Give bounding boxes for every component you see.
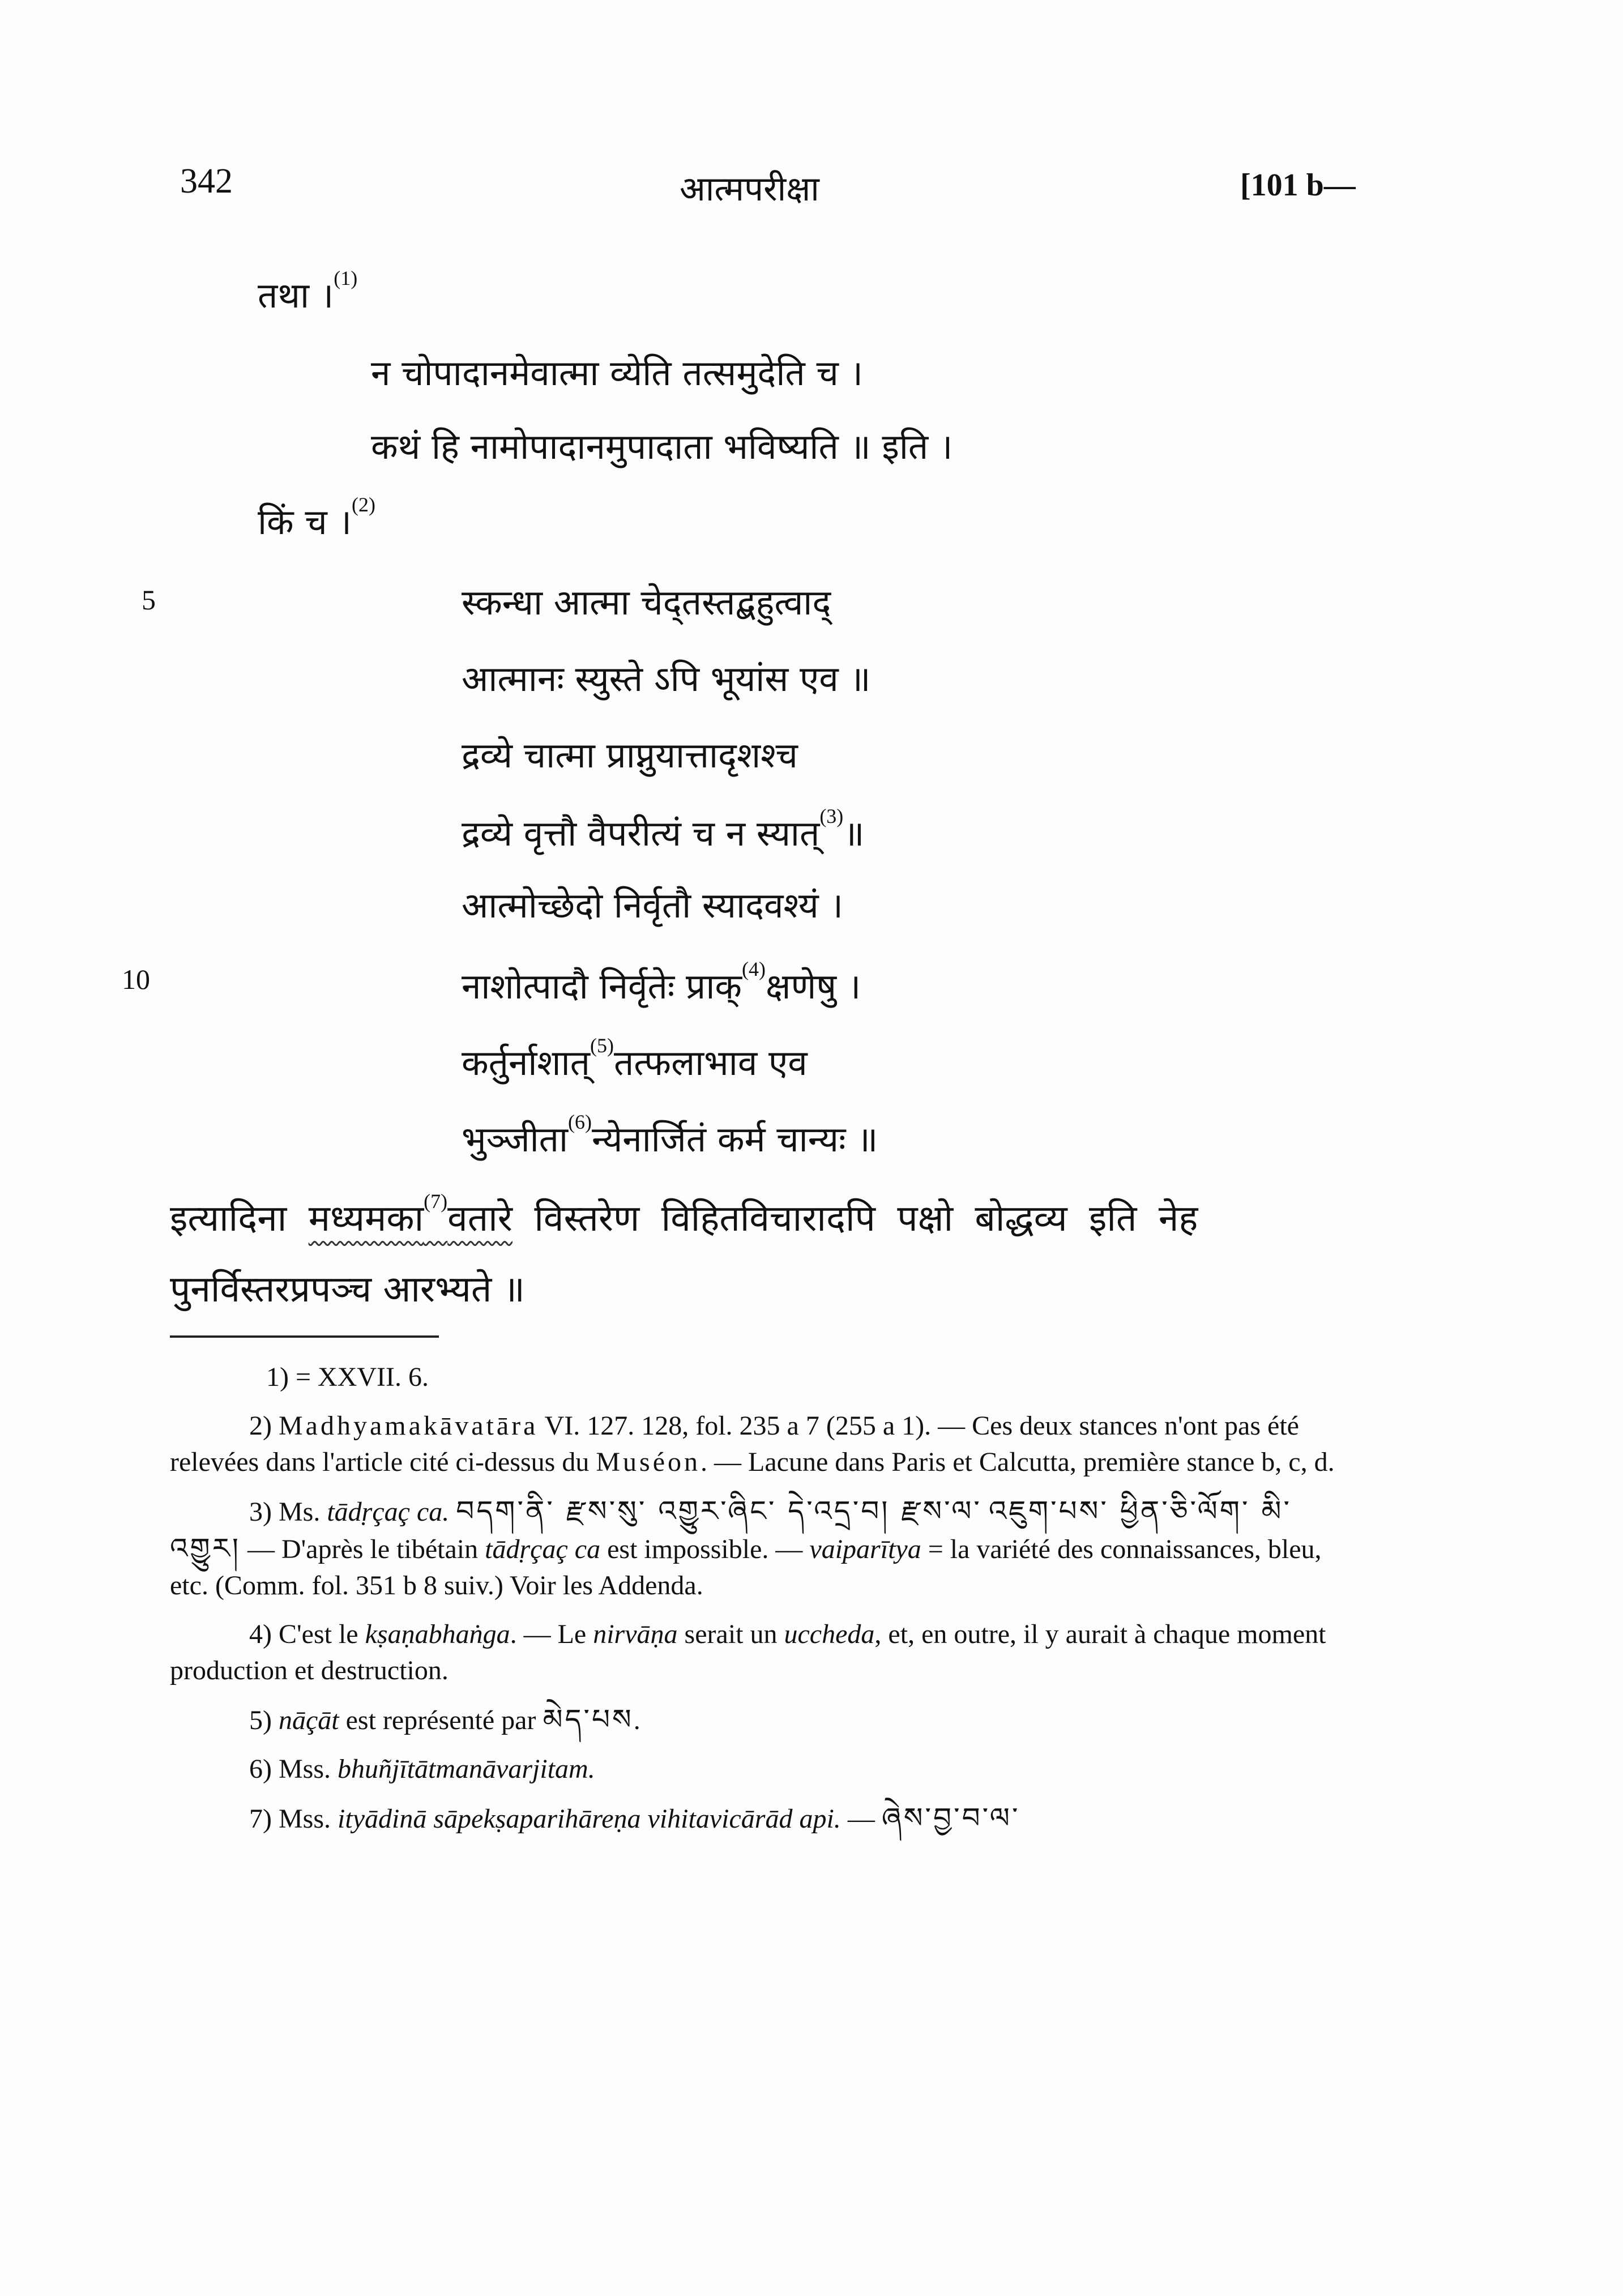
prose-line-1 <box>170 1189 1198 1241</box>
footnote-marker-1: (1) <box>334 267 358 289</box>
verse2-line-3: द्रव्ये चात्मा प्राप्नुयात्तादृशश्च <box>462 735 798 776</box>
footnote-3-text-c: = la variété des connaissances, bleu, etc. (Comm. fol. 351 b 8 suiv.) Voir les Addenda. <box>170 1534 1322 1601</box>
footnote-3-italic-2: tādṛçaç ca <box>485 1534 601 1564</box>
footnote-3-text-a: — D'après le tibétain <box>240 1534 485 1564</box>
line-number-5: 5 <box>142 584 156 616</box>
page-number: 342 <box>180 162 233 200</box>
text-line-1 <box>258 266 357 318</box>
footnote-3-italic: tādṛçaç ca. <box>327 1497 450 1527</box>
footnote-4-text-a: 4) C'est le <box>249 1619 365 1649</box>
footnote-5-text-b: est représenté par <box>339 1705 543 1735</box>
text-line-4 <box>258 493 375 545</box>
footnote-2-number: 2) <box>249 1411 272 1441</box>
footnote-3-text-b: est impossible. — <box>600 1534 810 1564</box>
line-4-text: किं च । <box>258 501 352 543</box>
footnote-4-italic-3: uccheda <box>784 1619 875 1649</box>
footnotes-block <box>170 1359 1348 1850</box>
footnote-5 <box>210 1701 1348 1739</box>
footnote-marker-4: (4) <box>742 958 766 980</box>
footnote-3-tibetan-2: འཇུག་པས་ ཕྱིན་ཅི་ལོག་ མི་འགྱུར། <box>170 1495 1292 1565</box>
footnote-marker-5: (5) <box>590 1034 614 1057</box>
madhyamakavatara-title <box>308 1190 512 1240</box>
verse2-line-6-text: नाशोत्पादौ निर्वृतेः प्राक् <box>462 966 742 1007</box>
footnote-3-italic-3: vaiparītya <box>809 1534 921 1564</box>
footnote-7 <box>210 1800 1348 1837</box>
footnote-7-text-a: 7) Mss. <box>249 1804 338 1834</box>
footnote-3 <box>170 1493 1348 1604</box>
folio-reference: [101 b— <box>1240 168 1356 203</box>
footnote-2-text-a: VI. 127. 128, fol. 235 a 7 (255 a 1). — Ces deux stances n'ont pas été relevées dans l'article cité ci-dessus du <box>170 1411 1299 1477</box>
verse2-line-7-text: कर्तुर्नाशात् <box>462 1042 590 1083</box>
footnote-2-museon: Muséon <box>596 1447 701 1477</box>
footnote-2-title: Madhyamakāvatāra <box>278 1411 539 1441</box>
line-number-10: 10 <box>122 963 150 995</box>
verse1-line-b: कथं हि नामोपादानमुपादाता भविष्यति ॥ इति । <box>371 426 953 467</box>
footnote-7-text-b: — <box>840 1804 882 1834</box>
verse2-line-2: आत्मानः स्युस्ते ऽपि भूयांस एव ॥ <box>462 658 871 699</box>
prose-line-1-rest: विस्तरेण विहितविचारादपि पक्षो बोद्धव्य इति नेह <box>534 1198 1198 1240</box>
footnote-3-tibetan-1: བདག་ནི་ རྫས་སུ་ འགྱུར་ཞིང་ དེ་འདྲ་བ། རྫས་ལ་ <box>456 1495 982 1527</box>
footnote-rule <box>170 1335 439 1338</box>
footnote-4-text-b: . — Le <box>510 1619 593 1649</box>
title-part-b: वतारे <box>447 1198 512 1240</box>
footnote-5-text-c: . <box>633 1705 640 1735</box>
footnote-6-italic: bhuñjītātmanāvarjitam. <box>338 1754 595 1784</box>
footnote-marker-3: (3) <box>819 805 844 827</box>
verse2-line-7-end: तत्फलाभाव एव <box>613 1042 808 1083</box>
footnote-4-text-d: , et, en outre, il y aurait à chaque moment production et destruction. <box>170 1619 1326 1685</box>
verse1-line-a: न चोपादानमेवात्मा व्येति तत्समुदेति च । <box>371 352 864 394</box>
footnote-7-tibetan: ཞེས་བྱ་བ་ལ་ <box>881 1802 1020 1834</box>
verse2-line-8-end: न्येनार्जितं कर्म चान्यः ॥ <box>592 1119 878 1160</box>
verse2-line-5: आत्मोच्छेदो निर्वृतौ स्यादवश्यं । <box>462 885 843 926</box>
footnote-4 <box>170 1616 1348 1689</box>
line-1-text: तथा । <box>258 275 334 316</box>
footnote-2-text-b: . — Lacune dans Paris et Calcutta, première stance b, c, d. <box>701 1447 1335 1477</box>
verse2-line-4 <box>462 804 864 856</box>
footnote-marker-7: (7) <box>424 1190 448 1213</box>
running-head: आत्मपरीक्षा <box>680 169 819 209</box>
title-part-a: मध्यमका <box>308 1198 424 1240</box>
verse2-line-7 <box>462 1034 808 1086</box>
footnote-6 <box>210 1751 1348 1787</box>
footnote-6-text: 6) Mss. <box>249 1754 338 1784</box>
footnote-5-text-a: 5) <box>249 1705 279 1735</box>
verse2-line-8-text: भुञ्जीता <box>462 1119 569 1160</box>
verse2-line-8 <box>462 1110 878 1162</box>
verse2-line-4-end: ॥ <box>843 813 865 854</box>
footnote-5-italic: nāçāt <box>278 1705 339 1735</box>
footnote-4-italic-1: kṣaṇabhaṅga <box>365 1619 510 1649</box>
footnote-2 <box>170 1408 1348 1480</box>
verse2-line-6 <box>462 957 861 1009</box>
footnote-3-number: 3) Ms. <box>249 1497 321 1527</box>
footnote-4-text-c: serait un <box>677 1619 784 1649</box>
footnote-5-tibetan: མེད་པས <box>543 1703 634 1736</box>
footnote-4-italic-2: nirvāṇa <box>593 1619 678 1649</box>
prose-word-ityadina: इत्यादिना <box>170 1198 287 1240</box>
verse2-line-1: स्कन्धा आत्मा चेद्तस्तद्बहुत्वाद् <box>462 582 831 623</box>
verse2-line-4-text: द्रव्ये वृत्तौ वैपरीत्यं च न स्यात् <box>462 813 820 854</box>
footnote-marker-2: (2) <box>351 493 375 516</box>
footnote-7-italic: ityādinā sāpekṣaparihāreṇa vihitavicārād api. <box>338 1804 841 1834</box>
footnote-marker-6: (6) <box>568 1111 592 1133</box>
footnote-1: 1) = XXVII. 6. <box>266 1362 429 1392</box>
prose-line-2: पुनर्विस्तरप्रपञ्च आरभ्यते ॥ <box>170 1269 525 1311</box>
verse2-line-6-end: क्षणेषु । <box>765 966 861 1007</box>
